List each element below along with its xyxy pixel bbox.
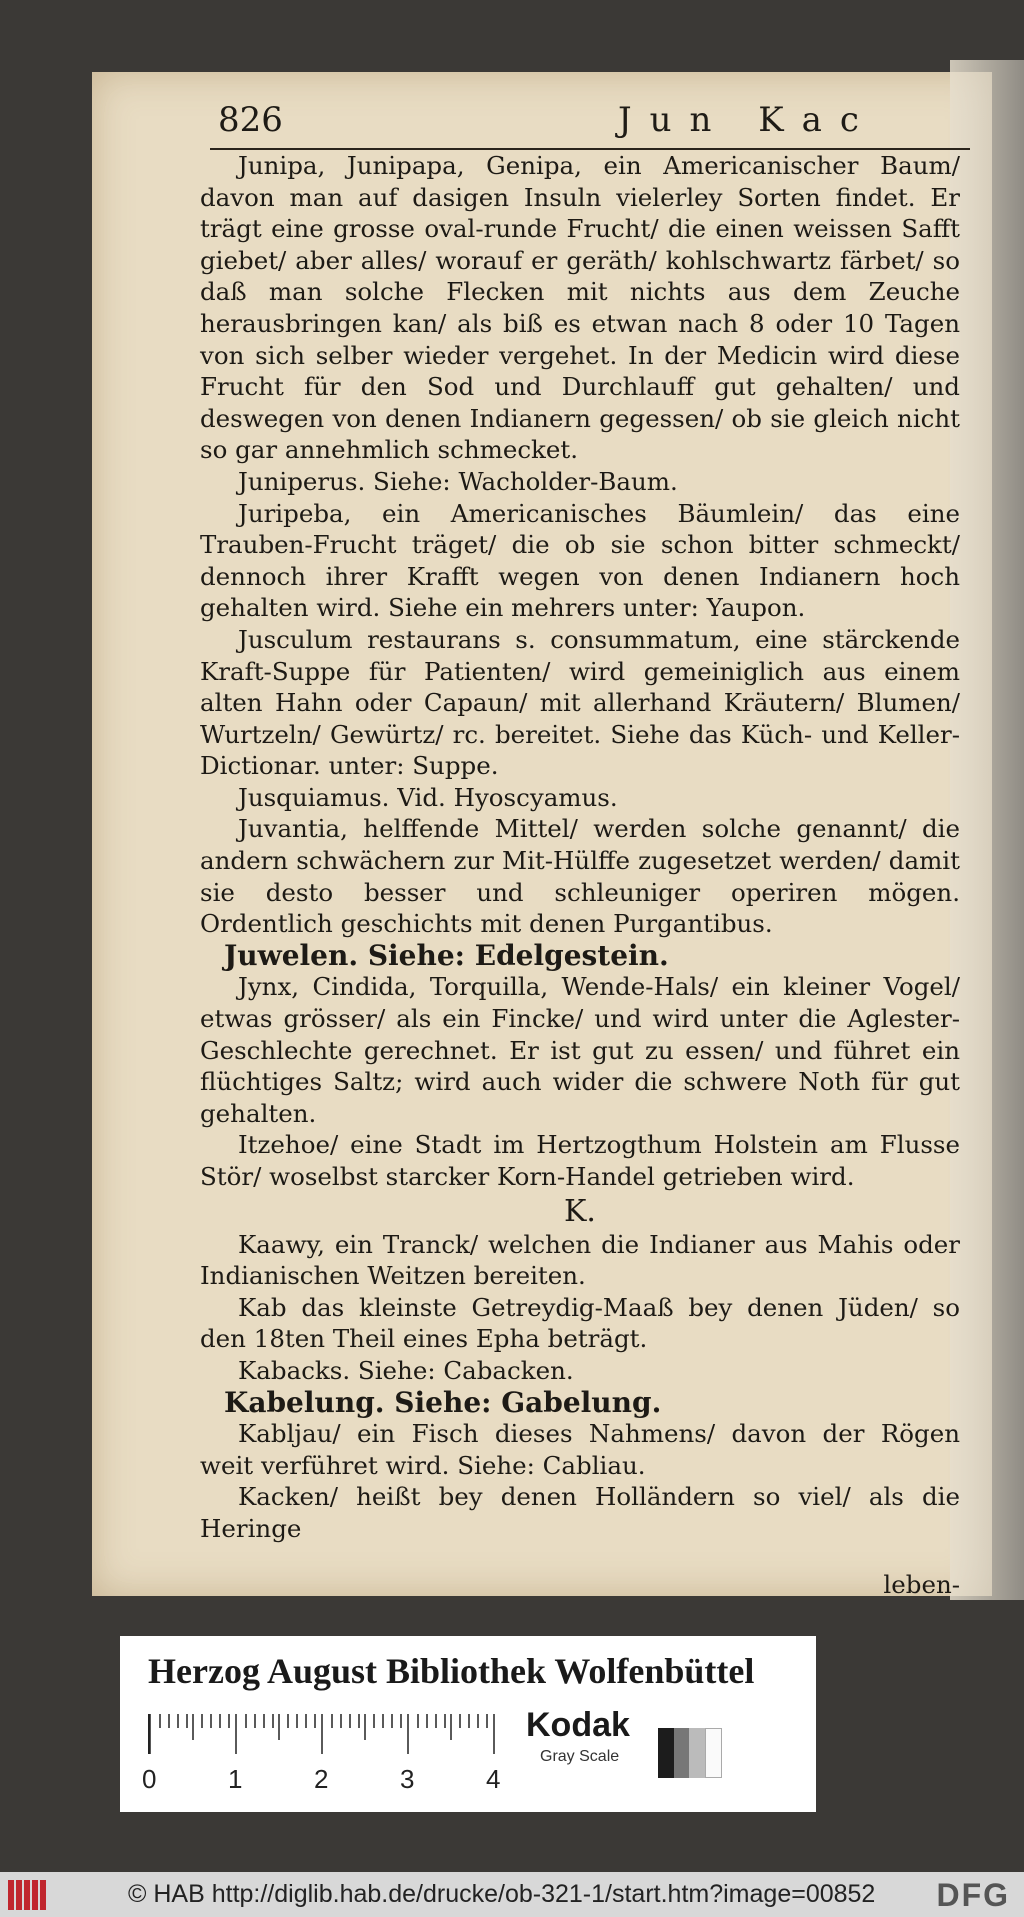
gray-patch-white (705, 1728, 723, 1778)
gray-patch-light (689, 1728, 705, 1778)
page-header (110, 100, 960, 146)
ruler-scale (148, 1714, 530, 1754)
entry-juwelen: Juwelen. Siehe: Edelgestein. (224, 938, 669, 972)
gray-scale-label: Gray Scale (540, 1748, 620, 1765)
entry-juripeba: Juripeba, ein Americanisches Bäumlein/ das eine Trauben-Frucht träget/ die ob sie schon bitter schmeckt/ dennoch ihrer Krafft wegen von denen Indianern hoch gehalten wird. Siehe ein mehrers unter: Yaupon. (200, 498, 960, 623)
gray-patch-black (658, 1728, 674, 1778)
section-letter: K. (564, 1193, 596, 1229)
hab-logo-icon (8, 1880, 46, 1910)
kodak-logo: Kodak (526, 1706, 630, 1744)
entry-juniperus: Juniperus. Siehe: Wacholder-Baum. (238, 466, 678, 496)
entry-jynx: Jynx, Cindida, Torquilla, Wende-Hals/ ein kleiner Vogel/ etwas grösser/ als ein Fincke/ und wird unter die Aglester-Geschlechte gerechnet. Er ist gut zu essen/ und führet ein flüchtiges Saltz; wird auch wider die schwere Noth für gut gehalten. (200, 972, 960, 1128)
institution-name: Herzog August Bibliothek Wolfenbüttel (148, 1651, 755, 1691)
entry-kabelung: Kabelung. Siehe: Gabelung. (224, 1385, 662, 1419)
entry-kabljau: Kabljau/ ein Fisch dieses Nahmens/ davon der Rögen weit verführet wird. Siehe: Cabliau. (200, 1419, 960, 1480)
ruler-ticks (150, 1714, 530, 1754)
entry-kab: Kab das kleinste Getreydig-Maaß bey denen Jüden/ so den 18ten Theil eines Epha beträgt. (200, 1292, 960, 1354)
entry-kaawy: Kaawy, ein Tranck/ welchen die Indianer aus Mahis oder Indianischen Weitzen bereiten. (200, 1229, 960, 1291)
viewer-footer (0, 1872, 1024, 1917)
entry-jusquiamus: Jusquiamus. Vid. Hyoscyamus. (238, 782, 618, 812)
color-calibration-card (120, 1636, 816, 1812)
gray-patch-mid (674, 1728, 690, 1778)
scale-3: 3 (400, 1764, 415, 1794)
scale-0: 0 (142, 1764, 157, 1794)
entry-juvantia: Juvantia, helffende Mittel/ werden solche genannt/ die andern schwächern zur Mit-Hülffe zugesetzet werden/ damit sie desto besser und schleuniger operiren mögen. Ordentlich geschichts mit denen Purgantibus. (200, 814, 960, 939)
entry-jusculum: Jusculum restaurans s. consummatum, eine stärckende Kraft-Suppe für Patienten/ wird gemeiniglich aus einem alten Hahn oder Capaun/ mit allerhand Kräutern/ Blumen/ Wurtzeln/ Gewürtz/ rc. bereitet. Siehe das Küch- und Keller-Dictionar. unter: Suppe. (200, 624, 960, 781)
entry-kabacks: Kabacks. Siehe: Cabacken. (238, 1355, 574, 1385)
entry-junipa: Junipa, Junipapa, Genipa, ein Americanischer Baum/ davon man auf dasigen Insuln vielerley Sorten findet. Er trägt eine grosse oval-runde Frucht/ die einen weissen Safft giebet/ aber alles/ worauf er geräth/ kohlschwartz färbet/ so daß man solche Flecken mit nichts aus dem Zeuche herausbringen kan/ als biß es etwan nach 8 oder 10 Tagen von sich selber wieder vergehet. In der Medicin wird diese Frucht für den Sod und Durchlauff gut gehalten/ und deswegen von denen Indianern gegessen/ ob sie gleich nicht so gar annehmlich schmecket. (200, 151, 960, 465)
scale-1: 1 (228, 1764, 243, 1794)
dictionary-entries (200, 150, 960, 1625)
page-number: 826 (218, 100, 283, 140)
facing-page-edge (950, 60, 1024, 1600)
copyright-link[interactable]: © HAB http://diglib.hab.de/drucke/ob-321-1/start.htm?image=00852 (128, 1880, 876, 1908)
scale-2: 2 (314, 1764, 329, 1794)
entry-itzehoe: Itzehoe/ eine Stadt im Hertzogthum Holstein am Flusse Stör/ woselbst starcker Korn-Handel getrieben wird. (200, 1130, 960, 1191)
dfg-logo: DFG (936, 1877, 1010, 1913)
gray-scale-patches (658, 1728, 722, 1778)
entry-kacken: Kacken/ heißt bey denen Holländern so viel/ als die Heringe (200, 1482, 960, 1543)
running-head: Jun Kac (618, 100, 877, 140)
scale-4: 4 (486, 1764, 501, 1794)
catchword: leben- (883, 1570, 960, 1600)
